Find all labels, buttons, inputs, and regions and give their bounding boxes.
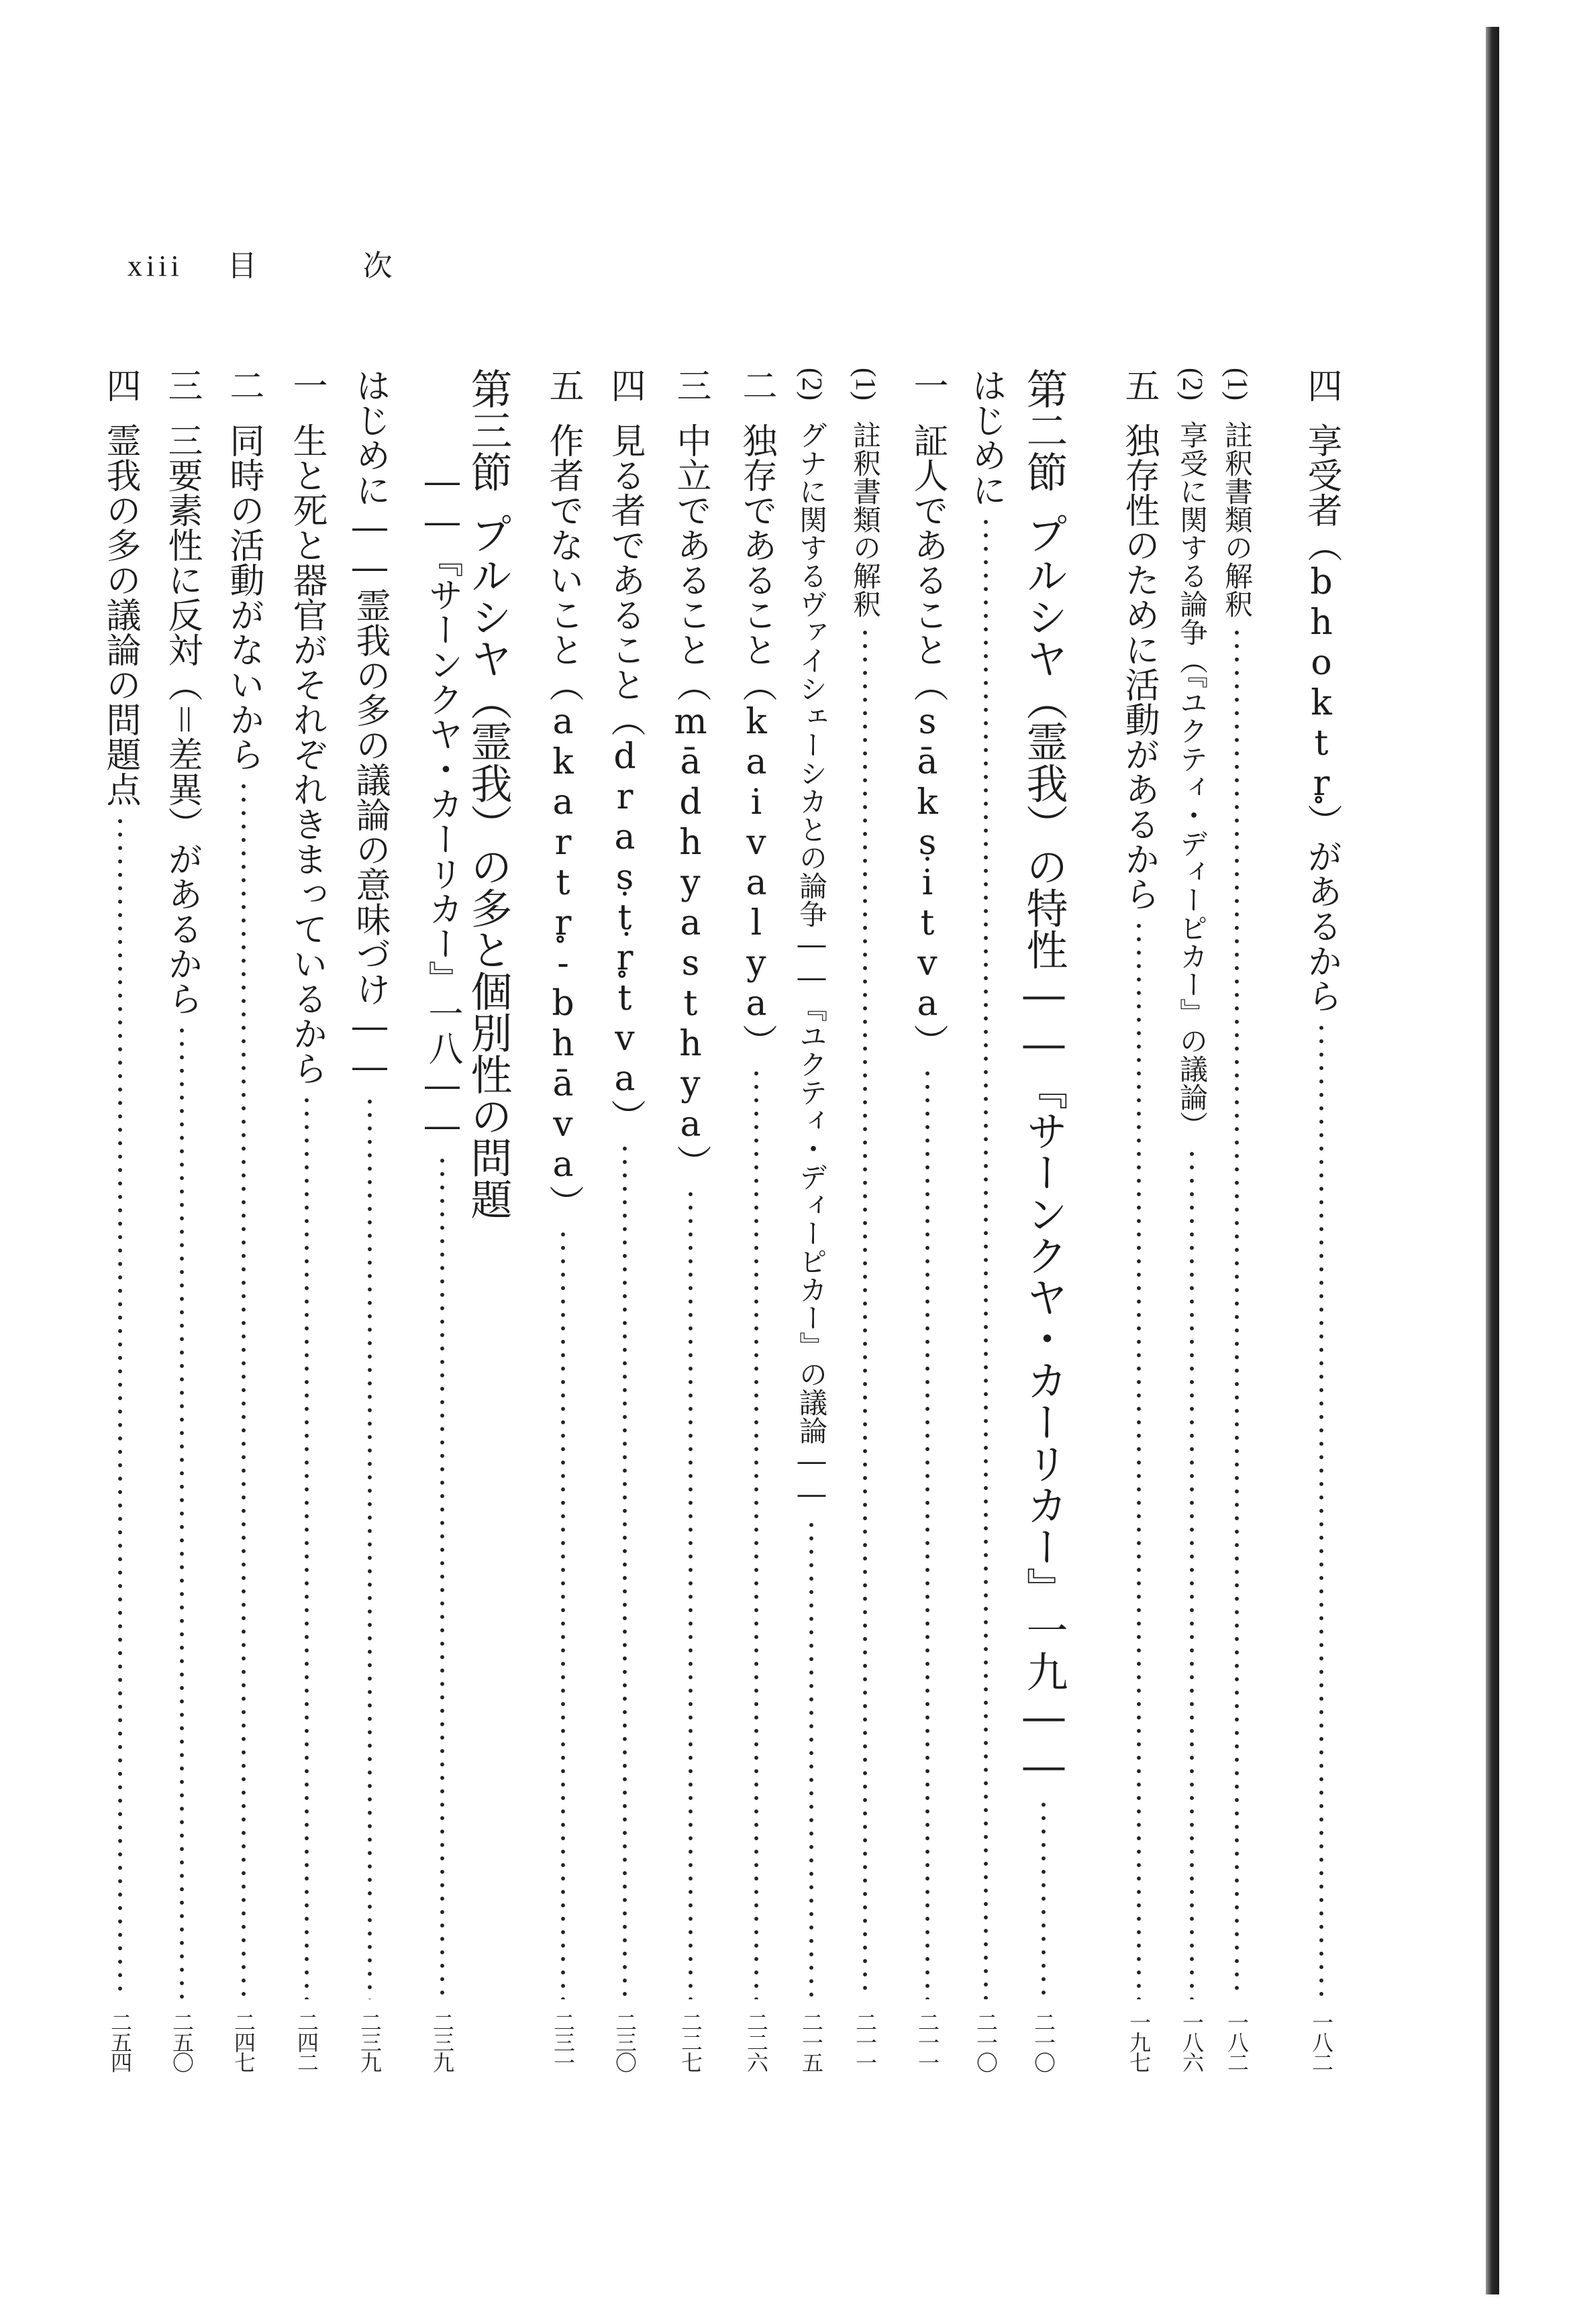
toc-entry[interactable] [960, 368, 1012, 2085]
entry-title: 独存であること（kaivalya） [736, 423, 776, 1059]
dot-leader [1318, 1021, 1325, 1999]
dot-leader [240, 780, 247, 1999]
entry-page: 二五〇 [169, 2011, 195, 2072]
entry-title: 霊我の多の議論の問題点 [100, 423, 140, 806]
entry-page: 二五四 [107, 2011, 133, 2072]
toc-entry[interactable] [281, 368, 333, 2085]
entry-label: (2) [1176, 368, 1207, 401]
entry-title: はじめに [966, 368, 1006, 507]
entry-title: 中立であること（mādhyasthya） [670, 423, 711, 1179]
entry-title: プルシヤ（霊我）の特性――『サーンクヤ・カーリカー』一九―― [1019, 513, 1068, 1790]
dot-leader [366, 1095, 373, 1999]
dot-leader [439, 1154, 446, 1999]
dot-leader [560, 1228, 566, 1999]
dot-leader [179, 1024, 185, 1999]
toc-entry[interactable] [901, 368, 954, 2085]
entry-title: 三要素性に反対（＝差異）があるから [162, 423, 202, 1016]
entry-page: 二二六 [744, 2011, 769, 2072]
entry-title: はじめに――霊我の多の議論の意味づけ―― [350, 368, 390, 1087]
dot-leader [1135, 919, 1142, 1999]
entry-title: 独存性のために活動があるから [1119, 423, 1159, 911]
entry-page: 二三九 [429, 2011, 455, 2072]
entry-page: 二四二 [294, 2011, 319, 2072]
entry-label: 第三節 [464, 368, 513, 492]
entry-page: 二一〇 [1031, 2011, 1056, 2072]
entry-page: 二一〇 [973, 2011, 999, 2072]
entry-page: 二三〇 [612, 2011, 638, 2072]
entry-label: 三 [670, 368, 711, 403]
entry-label: (1) [850, 368, 880, 401]
entry-page: 二一一 [915, 2011, 940, 2072]
running-header [128, 242, 441, 284]
toc-entry[interactable] [1166, 368, 1218, 2085]
toc-entry[interactable] [599, 368, 651, 2085]
entry-label: 四 [605, 368, 645, 403]
entry-label: 四 [1301, 368, 1342, 403]
dot-leader [982, 515, 989, 1999]
binding-edge-shadow [1486, 27, 1499, 2294]
toc-entry[interactable] [344, 368, 396, 2085]
header-page-number: xiii [128, 250, 183, 282]
entry-page: 二一五 [799, 2011, 824, 2072]
dot-leader [1233, 626, 1240, 1999]
toc-entry[interactable] [156, 368, 208, 2085]
toc-entry[interactable] [1295, 368, 1348, 2085]
entry-label: (1) [1221, 368, 1252, 401]
dot-leader [621, 1142, 628, 1999]
entry-subtitle: ――『サーンクヤ・カーリカー』一八―― [422, 462, 462, 1146]
toc-entry[interactable] [1012, 368, 1075, 2085]
header-title: 目 次 [227, 249, 441, 283]
entry-label: 四 [100, 368, 140, 403]
entry-page: 一八二 [1309, 2011, 1334, 2072]
toc-entry[interactable] [664, 368, 717, 2085]
dot-leader [862, 626, 868, 1999]
entry-title: 註釈書類の解釈 [1221, 420, 1254, 618]
toc-entry[interactable] [1211, 368, 1263, 2085]
entry-title: 享受に関する論争（『ユクティ・ディーピカー』の議論） [1176, 420, 1209, 1139]
entry-label: (2) [796, 368, 827, 401]
entry-page: 一九七 [1126, 2011, 1152, 2072]
entry-title: 証人であること（sākṣitva） [907, 423, 948, 1059]
entry-page: 二二七 [678, 2011, 703, 2072]
entry-title: グナに関するヴァイシェーシカとの論争――『ユクティ・ディーピカー』の議論―― [795, 420, 828, 1510]
entry-title: プルシヤ（霊我）の多と個別性の問題 [464, 513, 513, 1220]
toc-entry[interactable] [839, 368, 891, 2085]
dot-leader [808, 1518, 815, 1999]
entry-title: 生と死と器官がそれぞれきまっているから [287, 423, 327, 1086]
dot-leader [687, 1187, 694, 1999]
entry-label: 五 [543, 368, 583, 403]
entry-title: 註釈書類の解釈 [849, 420, 882, 618]
entry-title: 享受者（bhoktr̥）があるから [1301, 423, 1342, 1013]
entry-label: 一 [287, 368, 327, 403]
entry-page: 二三一 [550, 2011, 576, 2072]
entry-page: 一八六 [1179, 2011, 1205, 2072]
entry-page: 一八二 [1224, 2011, 1250, 2072]
entry-page: 二三九 [357, 2011, 383, 2072]
toc-entry-continuation [416, 368, 468, 2085]
entry-label: 一 [907, 368, 948, 403]
entry-label: 二 [736, 368, 776, 403]
entry-page: 二一一 [852, 2011, 878, 2072]
entry-label: 三 [162, 368, 202, 403]
toc-entry[interactable] [94, 368, 146, 2085]
entry-title: 作者でないこと（akartr̥-bhāva） [543, 423, 583, 1220]
dot-leader [1188, 1147, 1195, 1999]
entry-title: 見る者であること（draṣṭr̥tva） [605, 423, 645, 1134]
toc-entry[interactable] [537, 368, 589, 2085]
dot-leader [117, 814, 123, 1999]
dot-leader [753, 1067, 760, 1999]
toc-entry[interactable] [217, 368, 270, 2085]
entry-title: 同時の活動がないから [223, 423, 264, 772]
entry-label: 二 [223, 368, 264, 403]
dot-leader [924, 1067, 931, 1999]
toc-entry[interactable] [785, 368, 838, 2085]
entry-label: 第二節 [1019, 368, 1068, 492]
dot-leader [303, 1094, 310, 1999]
dot-leader [1040, 1798, 1047, 1999]
entry-page: 二四七 [231, 2011, 256, 2072]
entry-label: 五 [1119, 368, 1159, 403]
toc-entry[interactable] [1113, 368, 1165, 2085]
toc-entry[interactable] [730, 368, 782, 2085]
